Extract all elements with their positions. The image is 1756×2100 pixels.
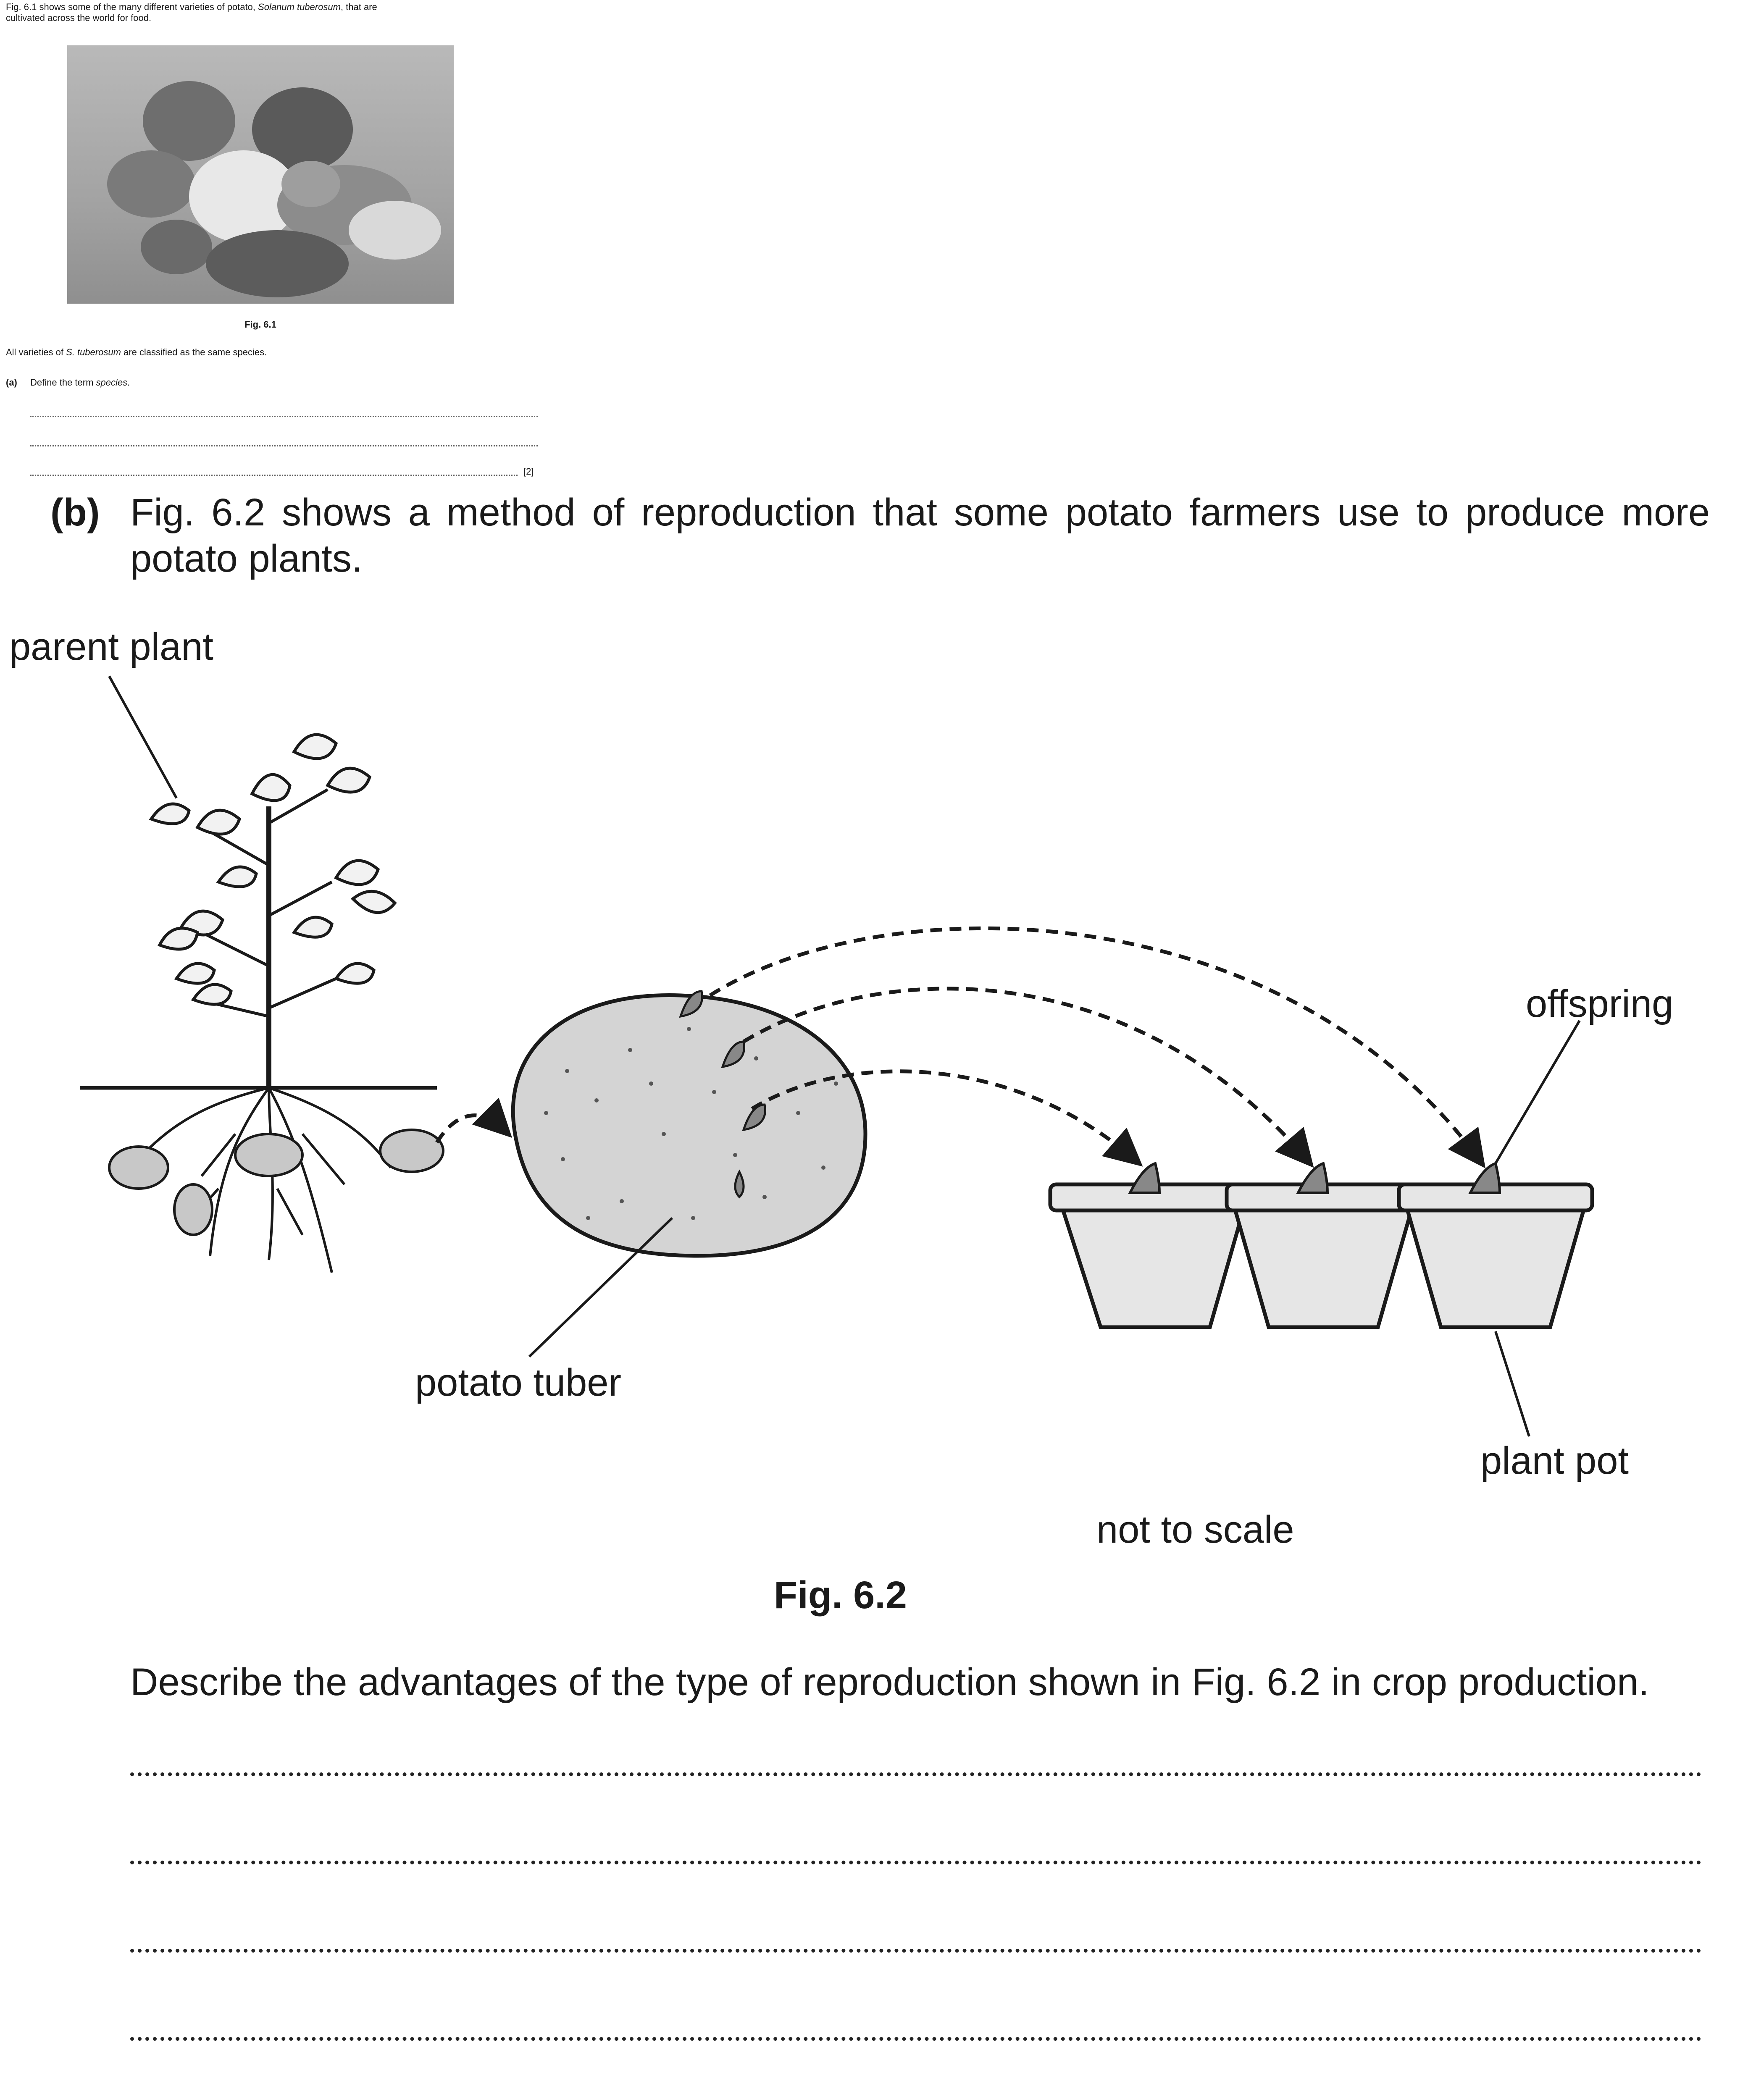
arrow-to-tuber [437,1116,504,1142]
intro-text-part: , that are [340,2,377,12]
large-potato-tuber [513,995,865,1256]
part-a-mark: [2] [523,466,534,477]
species-stmt-part: All varieties of [6,347,66,357]
part-a-text: . [127,377,130,388]
plant-pots [1050,1184,1592,1327]
intro-species-name: Solanum tuberosum [258,2,341,12]
fig-6-1-caption: Fig. 6.1 [244,319,276,330]
part-b-intro-line1: Fig. 6.2 shows a method of reproduction that some potato farmers use to produce more [130,491,1710,534]
fig-6-2-caption: Fig. 6.2 [774,1574,907,1617]
intro-text-part: Fig. 6.1 shows some of the many different varieties of potato, [6,2,258,12]
part-b-answer-line[interactable] [130,2037,1701,2041]
species-stmt-part: are classified as the same species. [121,347,267,357]
part-a-text: Define the term [30,377,96,388]
label-parent-plant: parent plant [9,625,213,668]
parent-plant-drawing [151,735,395,1088]
part-a-italic-term: species [96,377,128,388]
small-tubers [109,1130,443,1235]
part-b-intro-line2: potato plants. [130,537,363,580]
species-stmt-italic: S. tuberosum [66,347,121,357]
part-b-answer-line[interactable] [130,1772,1701,1776]
intro-text-line2: cultivated across the world for food. [6,13,152,23]
label-plant-pot: plant pot [1480,1439,1629,1482]
part-b-answer-line[interactable] [130,1861,1701,1864]
part-b-answer-line[interactable] [130,1949,1701,1953]
label-potato-tuber: potato tuber [415,1361,622,1404]
roots-and-tubers [139,1088,391,1273]
part-a-label: (a) [6,377,17,388]
label-offspring: offspring [1526,982,1674,1025]
part-b-label: (b) [50,491,100,534]
part-b-question: Describe the advantages of the type of reproduction shown in Fig. 6.2 in crop production. [130,1661,1649,1704]
label-not-to-scale: not to scale [1096,1508,1294,1551]
